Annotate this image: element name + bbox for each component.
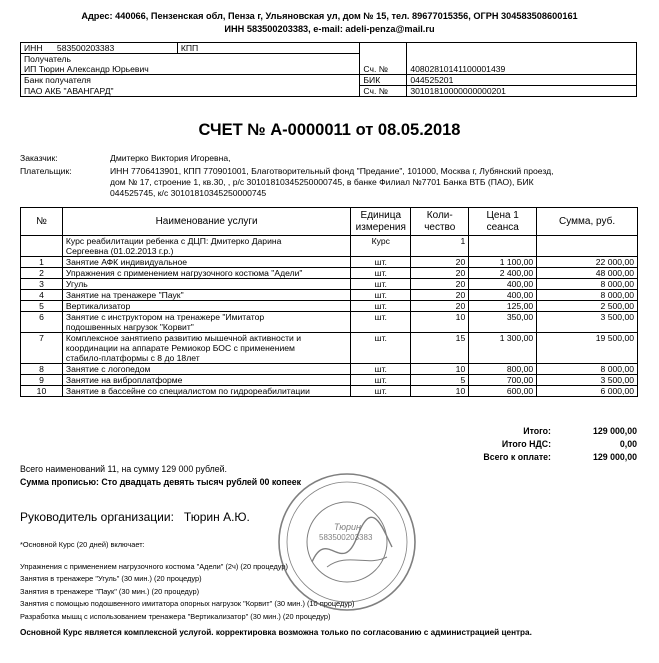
customer-value: Дмитерко Виктория Игоревна, [110,153,231,163]
table-row [21,375,638,386]
row-sum [537,236,638,257]
row-qty: 20 [411,301,469,312]
table-row [21,364,638,375]
pay-label: Всего к оплате: [483,452,551,462]
row-unit: Курс [351,236,411,257]
row-name: Занятие с логопедом [62,364,350,375]
row-name: Угуль [62,279,350,290]
payer-details [110,166,640,199]
recipient-label: Получатель [21,54,360,65]
vat-label: Итого НДС: [501,439,551,449]
row-price: 800,00 [469,364,537,375]
row-name: Упражнения с применением нагрузочного костюма "Адели" [62,268,350,279]
row-unit: шт. [351,268,411,279]
row-num: 10 [21,386,63,397]
row-price: 2 400,00 [469,268,537,279]
pay-row [20,452,637,463]
bank-name: ПАО АКБ "АВАНГАРД" [21,86,360,97]
row-price: 350,00 [469,312,537,333]
row-sum: 22 000,00 [537,257,638,268]
payer-line: 044525745, к/с 30101810345250000745 [110,188,267,198]
vat-value: 0,00 [619,439,637,449]
row-sum: 3 500,00 [537,375,638,386]
bank-label: Банк получателя [21,75,360,86]
col-num-header: № [21,208,63,236]
row-price: 125,00 [469,301,537,312]
summary-words: Сумма прописью: Сто двадцать девять тысяч рублей 00 копеек [20,477,302,487]
row-price [469,236,537,257]
row-num [21,236,63,257]
customer-label: Заказчик: [20,153,58,163]
row-qty: 15 [411,333,469,364]
row-sum: 3 500,00 [537,312,638,333]
row-num: 7 [21,333,63,364]
row-num: 9 [21,375,63,386]
row-price: 1 300,00 [469,333,537,364]
services-table [20,207,638,397]
table-row [21,312,638,333]
row-unit: шт. [351,386,411,397]
director-name: Тюрин А.Ю. [183,510,250,524]
stamp-name: Тюрин [334,522,361,532]
stamp-number: 583500203383 [319,533,373,542]
note-item: Упражнения с применением нагрузочного костюма "Адели" (2ч) (20 процедур) [20,562,288,571]
letterhead-contacts: ИНН 583500203383, e-mail: adeli-penza@mail.ru [224,24,435,34]
row-unit: шт. [351,257,411,268]
letterhead [0,10,659,36]
bik-label: БИК [360,75,407,86]
table-row [21,301,638,312]
row-qty: 20 [411,257,469,268]
inn-label: ИНН [24,43,43,53]
row-name: Занятие АФК индивидуальное [62,257,350,268]
col-sum-header: Сумма, руб. [537,208,638,236]
row-name: Занятие на виброплатформе [62,375,350,386]
corr-account-value: 30101810000000000201 [407,86,637,97]
row-qty: 20 [411,268,469,279]
summary-count: Всего наименований 11, на сумму 129 000 рублей. [20,464,227,474]
table-row [21,290,638,301]
row-qty: 10 [411,386,469,397]
row-sum: 48 000,00 [537,268,638,279]
note-item: Занятия с помощью подошвенного имитатора опорных нагрузок "Корвит" (30 мин.) (10 процедур) [20,599,355,608]
table-header-row [21,208,638,236]
row-unit: шт. [351,279,411,290]
row-qty: 10 [411,364,469,375]
vat-row [20,439,637,450]
col-price-header: Цена 1 сеанса [469,208,537,236]
row-qty: 20 [411,279,469,290]
row-num: 1 [21,257,63,268]
corr-account-label: Сч. № [360,86,407,97]
recipient-name: ИП Тюрин Александр Юрьевич [21,64,360,75]
row-unit: шт. [351,364,411,375]
row-name: Курс реабилитации ребенка с ДЦП: Дмитерко Дарина Сергеевна (01.02.2013 г.р.) [62,236,350,257]
kpp-label: КПП [180,43,199,53]
invoice-title: СЧЕТ № А-0000011 от 08.05.2018 [198,121,461,139]
col-name-header: Наименование услуги [62,208,350,236]
bik-value: 044525201 [407,75,637,86]
total-value: 129 000,00 [592,426,637,436]
payer-line: ИНН 7706413901, КПП 770901001, Благотворительный фонд "Предание", 101000, Москва г, Лубянский проезд, [110,166,554,176]
note-item: Занятия в тренажере "Паук" (30 мин.) (20 процедур) [20,587,200,596]
account-value: 40802810141100001439 [407,64,637,75]
row-num: 8 [21,364,63,375]
row-unit: шт. [351,290,411,301]
row-unit: шт. [351,301,411,312]
payer-label: Плательщик: [20,166,72,176]
row-sum: 19 500,00 [537,333,638,364]
table-row [21,268,638,279]
table-row [21,257,638,268]
table-row [21,386,638,397]
bank-details-table [20,42,637,97]
director-signature-line [20,510,250,524]
row-unit: шт. [351,333,411,364]
col-qty-header: Коли- чество [411,208,469,236]
row-num: 6 [21,312,63,333]
row-name: Занятие на тренажере "Паук" [62,290,350,301]
row-unit: шт. [351,375,411,386]
row-price: 1 100,00 [469,257,537,268]
table-row [21,236,638,257]
row-sum: 8 000,00 [537,279,638,290]
row-num: 4 [21,290,63,301]
row-name: Вертикализатор [62,301,350,312]
row-name: Занятие с инструктором на тренажере "Имитатор подошвенных нагрузок "Корвит" [62,312,350,333]
row-unit: шт. [351,312,411,333]
table-row [21,333,638,364]
notes-heading: *Основной Курс (20 дней) включает: [20,540,145,549]
company-stamp-seal [272,467,422,617]
row-name: Комплексное занятиепо развитию мышечной активности и координации на аппарате Ремиокор БОС с применением стабило-платформы с 8 до 18лет [62,333,350,364]
row-price: 600,00 [469,386,537,397]
total-label: Итого: [523,426,551,436]
row-sum: 6 000,00 [537,386,638,397]
row-sum: 8 000,00 [537,290,638,301]
row-sum: 2 500,00 [537,301,638,312]
letterhead-address: Адрес: 440066, Пензенская обл, Пенза г, Ульяновская ул, дом № 15, тел. 89677015356, ОГРН 304583508600161 [81,11,578,21]
row-price: 400,00 [469,279,537,290]
table-row [21,279,638,290]
note-item: Занятия в тренажере "Угуль" (30 мин.) (20 процедур) [20,574,202,583]
total-row [20,426,637,437]
director-label: Руководитель организации: [20,510,174,524]
row-price: 400,00 [469,290,537,301]
row-num: 5 [21,301,63,312]
pay-value: 129 000,00 [592,452,637,462]
account-label: Сч. № [360,64,407,75]
row-name: Занятие в бассейне со специалистом по гидрореабилитации [62,386,350,397]
row-sum: 8 000,00 [537,364,638,375]
row-price: 700,00 [469,375,537,386]
row-qty: 20 [411,290,469,301]
inn-value: 583500203383 [56,43,115,53]
row-num: 3 [21,279,63,290]
footer-note: Основной Курс является комплексной услугой. корректировка возможна только по согласованию с администрацией центра. [20,628,532,637]
row-qty: 1 [411,236,469,257]
row-qty: 10 [411,312,469,333]
note-item: Разработка мышц с использованием тренажера "Вертикализатор" (30 мин.) (20 процедур) [20,612,331,621]
row-num: 2 [21,268,63,279]
row-qty: 5 [411,375,469,386]
payer-line: дом № 17, строение 1, кв.30, , р/с 30101810345250000745, в банке Филиал №7701 Банка ВТБ (ПАО), БИК [110,177,534,187]
col-unit-header: Единица измерения [351,208,411,236]
